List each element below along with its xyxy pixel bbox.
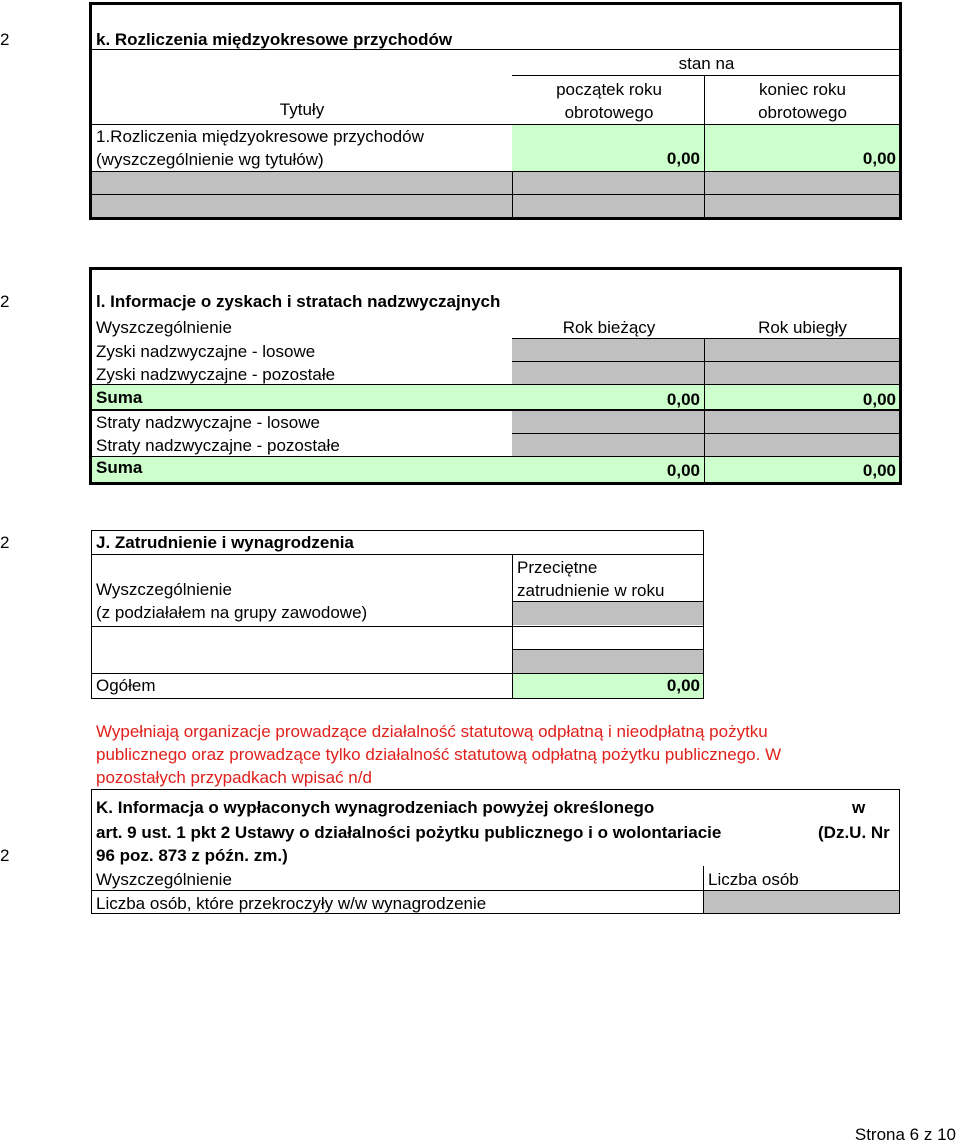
- input-cell[interactable]: [513, 650, 703, 673]
- col-emp-header: Przeciętne zatrudnienie w roku: [517, 558, 665, 600]
- sum-previous-value: 0,00: [862, 390, 896, 409]
- title-dzu: (Dz.U. Nr: [818, 823, 890, 842]
- section-number: 2: [0, 292, 10, 311]
- col-desc-header: Wyszczególnienie: [96, 318, 232, 337]
- row-label: Liczba osób, które przekroczyły w/w wynagrodzenie: [96, 894, 487, 913]
- section-number: 2: [0, 533, 10, 552]
- col-end-header: koniec roku obrotowego: [758, 80, 847, 122]
- row-label: Straty nadzwyczajne - pozostałe: [96, 436, 340, 455]
- row-end-value: 0,00: [862, 149, 896, 168]
- input-cell[interactable]: [513, 602, 703, 625]
- instruction-note: Wypełniają organizacje prowadzące działalność statutową odpłatną i nieodpłatną pożytku publicznego oraz prowadzące tylko działalność statutową odpłatną pożytku publicznego. W pozostałych przypadkach wpisać n/d: [96, 722, 782, 787]
- page-number: Strona 6 z 10: [854, 1125, 956, 1144]
- sum-label: Suma: [96, 388, 143, 407]
- title-line-1: K. Informacja o wypłaconych wynagrodzeniach powyżej określonego: [96, 798, 655, 817]
- col-desc-header: Wyszczególnienie: [96, 580, 232, 599]
- empty-row[interactable]: [92, 172, 899, 194]
- input-cell[interactable]: [704, 891, 899, 913]
- col-desc-header: Wyszczególnienie: [96, 870, 232, 889]
- col-current-header: Rok bieżący: [562, 318, 656, 337]
- row-label: Zyski nadzwyczajne - losowe: [96, 342, 316, 361]
- title-line-3: 96 poz. 873 z późn. zm.): [96, 846, 288, 865]
- empty-row[interactable]: [92, 195, 899, 217]
- sum-previous-value: 0,00: [862, 461, 896, 480]
- section-number: 2: [0, 846, 10, 865]
- col-desc-subheader: (z podziałałem na grupy zawodowe): [96, 603, 368, 622]
- row-label: 1.Rozliczenia międzyokresowe przychodów (wyszczególnienie wg tytułów): [96, 127, 424, 169]
- col-count-header: Liczba osób: [708, 870, 799, 889]
- section-title: J. Zatrudnienie i wynagrodzenia: [96, 533, 354, 552]
- col-titles-header: Tytuły: [279, 100, 325, 119]
- col-previous-header: Rok ubiegły: [758, 318, 847, 337]
- row-label: Straty nadzwyczajne - losowe: [96, 413, 320, 432]
- input-cell[interactable]: [512, 362, 899, 384]
- col-start-header: początek roku obrotowego: [556, 80, 662, 122]
- row-label: Zyski nadzwyczajne - pozostałe: [96, 365, 336, 384]
- stan-na-label: stan na: [678, 54, 735, 73]
- row-start-value: 0,00: [666, 149, 700, 168]
- input-cell[interactable]: [512, 339, 899, 361]
- total-label: Ogółem: [96, 676, 156, 695]
- section-title: l. Informacje o zyskach i stratach nadzwyczajnych: [96, 292, 501, 311]
- sum-current-value: 0,00: [666, 390, 700, 409]
- sum-current-value: 0,00: [666, 461, 700, 480]
- total-value: 0,00: [666, 676, 700, 695]
- section-title: k. Rozliczenia międzyokresowe przychodów: [96, 30, 453, 49]
- section-number: 2: [0, 30, 10, 49]
- title-w: w: [852, 798, 866, 817]
- title-line-2: art. 9 ust. 1 pkt 2 Ustawy o działalności pożytku publicznego i o wolontariacie: [96, 823, 722, 842]
- input-cell[interactable]: [512, 411, 899, 433]
- sum-label: Suma: [96, 458, 143, 477]
- input-cell[interactable]: [512, 434, 899, 456]
